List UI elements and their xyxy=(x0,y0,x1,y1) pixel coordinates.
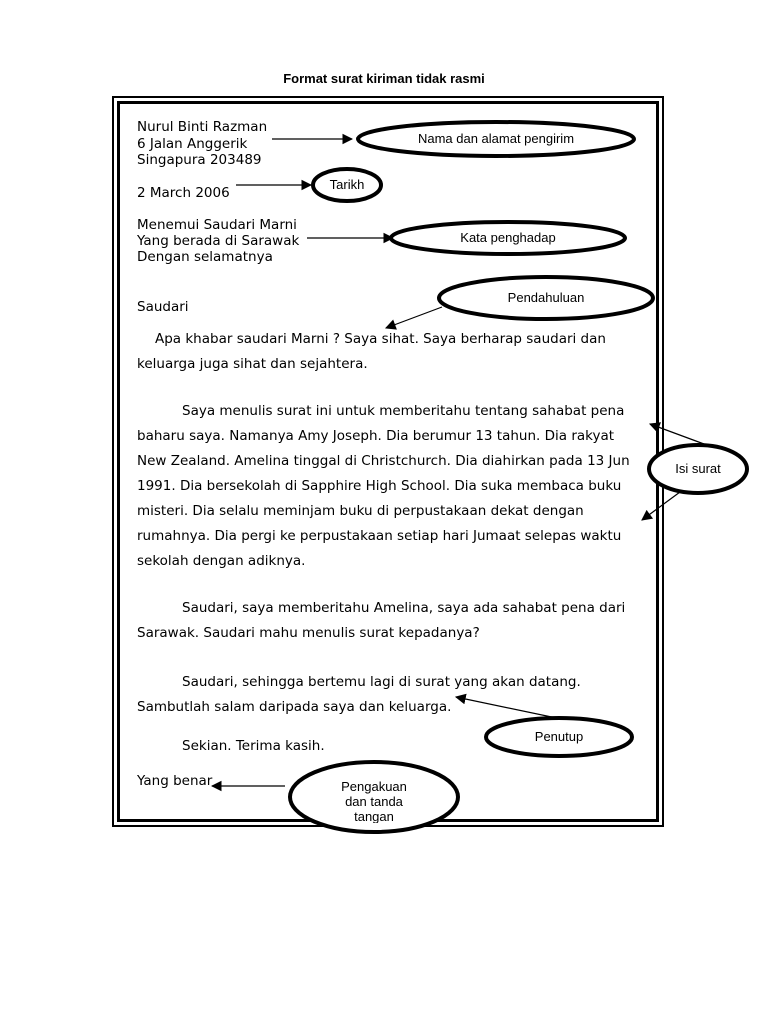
signature-label-line: tangan xyxy=(354,809,394,823)
paragraph-line: Sarawak. Saudari mahu menulis surat kepadanya? xyxy=(137,625,480,641)
closing-text: Sekian. Terima kasih. xyxy=(182,738,325,754)
body-arrow-up xyxy=(650,424,704,444)
intro-line: keluarga juga sihat dan sejahtera. xyxy=(137,356,368,372)
sender-name: Nurul Binti Razman xyxy=(137,119,268,135)
page-title: Format surat kiriman tidak rasmi xyxy=(283,71,485,86)
body-arrow-down xyxy=(642,492,680,520)
signature-label-line: dan tanda xyxy=(345,794,403,809)
recipient-line2: Yang berada di Sarawak xyxy=(137,233,300,249)
paragraph-line: baharu saya. Namanya Amy Joseph. Dia berumur 13 tahun. Dia rakyat xyxy=(137,428,615,444)
paragraph-line: Saya menulis surat ini untuk memberitahu tentang sahabat pena xyxy=(182,403,625,419)
sender-label: Nama dan alamat pengirim xyxy=(417,131,575,146)
letter-date: 2 March 2006 xyxy=(137,185,230,201)
paragraph-line: 1991. Dia bersekolah di Sapphire High School. Dia suka membaca buku xyxy=(137,478,622,494)
paragraph-line: Saudari, saya memberitahu Amelina, saya ada sahabat pena dari xyxy=(182,600,626,616)
paragraph-line: Sambutlah salam daripada saya dan keluarga. xyxy=(137,699,452,715)
greeting-label: Kata penghadap xyxy=(460,230,556,245)
signature-label-line: Pengakuan xyxy=(341,779,407,794)
sender-address-line1: 6 Jalan Anggerik xyxy=(137,136,248,152)
paragraph-line: Saudari, sehingga bertemu lagi di surat yang akan datang. xyxy=(182,674,581,690)
signature-label xyxy=(290,779,458,823)
salutation: Saudari xyxy=(137,299,189,315)
paragraph-line: misteri. Dia selalu meminjam buku di perpustakaan dekat dengan xyxy=(137,503,584,519)
intro-arrow xyxy=(386,307,442,328)
closing-label: Penutup xyxy=(534,729,584,744)
paragraph-line: rumahnya. Dia pergi ke perpustakaan setiap hari Jumaat selepas waktu xyxy=(137,528,622,544)
recipient-line3: Dengan selamatnya xyxy=(137,249,273,265)
intro-label: Pendahuluan xyxy=(507,290,585,305)
recipient-line1: Menemui Saudari Marni xyxy=(137,217,297,233)
body-label: Isi surat xyxy=(675,461,721,476)
date-label: Tarikh xyxy=(329,177,365,192)
sender-address-line2: Singapura 203489 xyxy=(137,152,262,168)
signoff: Yang benar xyxy=(137,773,213,789)
intro-line: Apa khabar saudari Marni ? Saya sihat. Saya berharap saudari dan xyxy=(155,331,606,347)
paragraph-line: New Zealand. Amelina tinggal di Christchurch. Dia diahirkan pada 13 Jun xyxy=(137,453,630,469)
paragraph-line: sekolah dengan adiknya. xyxy=(137,553,306,569)
